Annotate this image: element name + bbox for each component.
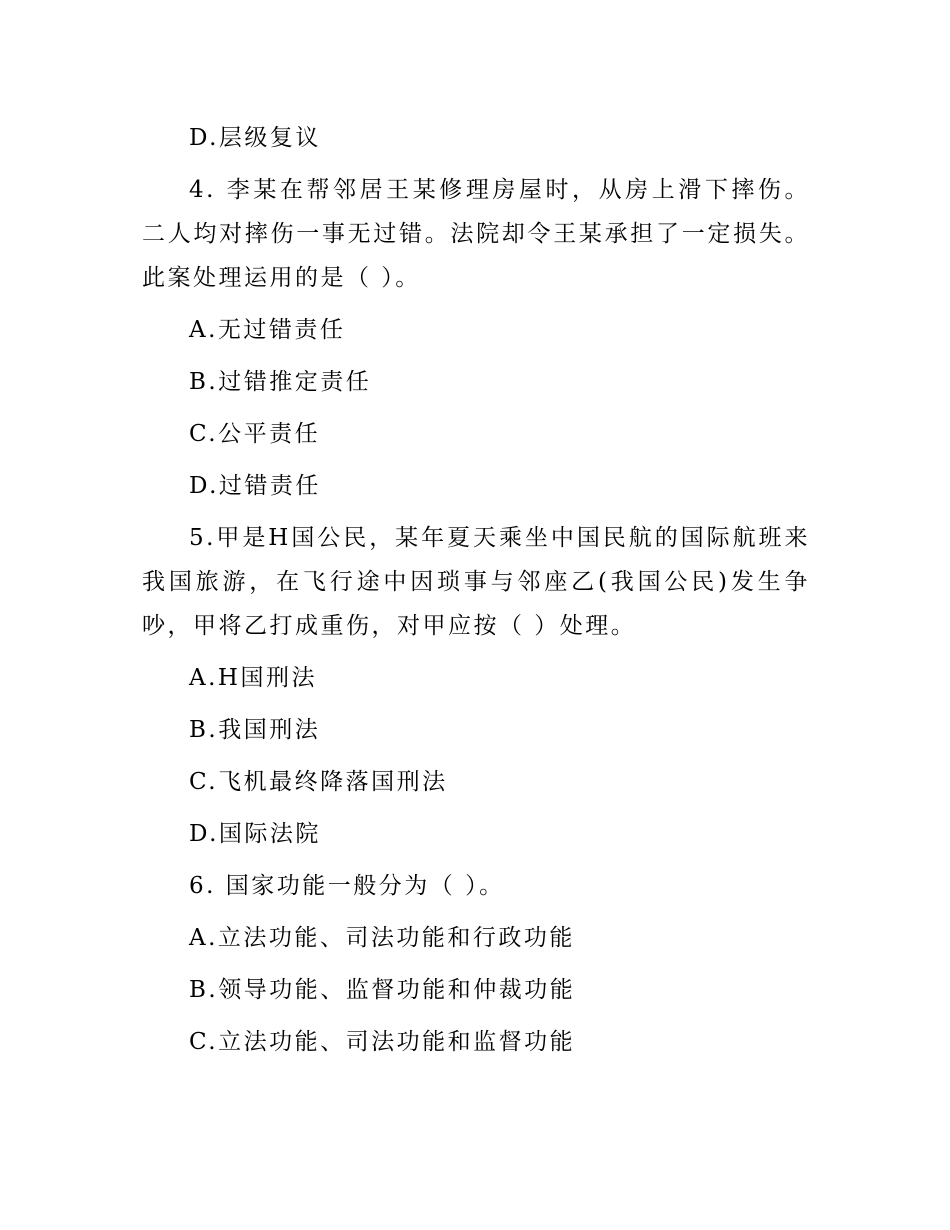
option-q6-a: A.立法功能、司法功能和行政功能 bbox=[189, 925, 575, 951]
option-q5-a: A.H国刑法 bbox=[189, 665, 317, 691]
question-4: 4. 李某在帮邻居王某修理房屋时，从房上滑下摔伤。二人均对摔伤一事无过错。法院却令王某承担了一定损失。此案处理运用的是（ ）。 bbox=[142, 177, 810, 291]
option-q6-c: C.立法功能、司法功能和监督功能 bbox=[189, 1029, 576, 1055]
option-q4-c: C.公平责任 bbox=[189, 421, 321, 447]
option-q4-a: A.无过错责任 bbox=[189, 317, 346, 343]
option-q4-d: D.过错责任 bbox=[189, 473, 321, 499]
question-6: 6. 国家功能一般分为（ ）。 bbox=[189, 873, 505, 899]
option-q5-c: C.飞机最终降落国刑法 bbox=[189, 769, 448, 795]
option-q4-b: B.过错推定责任 bbox=[189, 369, 372, 395]
option-q5-b: B.我国刑法 bbox=[189, 717, 321, 743]
question-5: 5.甲是H国公民，某年夏天乘坐中国民航的国际航班来我国旅游，在飞行途中因琐事与邻座乙(我国公民)发生争吵，甲将乙打成重伤，对甲应按（ ）处理。 bbox=[142, 525, 810, 639]
option-q6-b: B.领导功能、监督功能和仲裁功能 bbox=[189, 977, 576, 1003]
option-q5-d: D.国际法院 bbox=[189, 821, 321, 847]
option-q3-d: D.层级复议 bbox=[189, 125, 321, 151]
document-content bbox=[142, 116, 810, 1072]
